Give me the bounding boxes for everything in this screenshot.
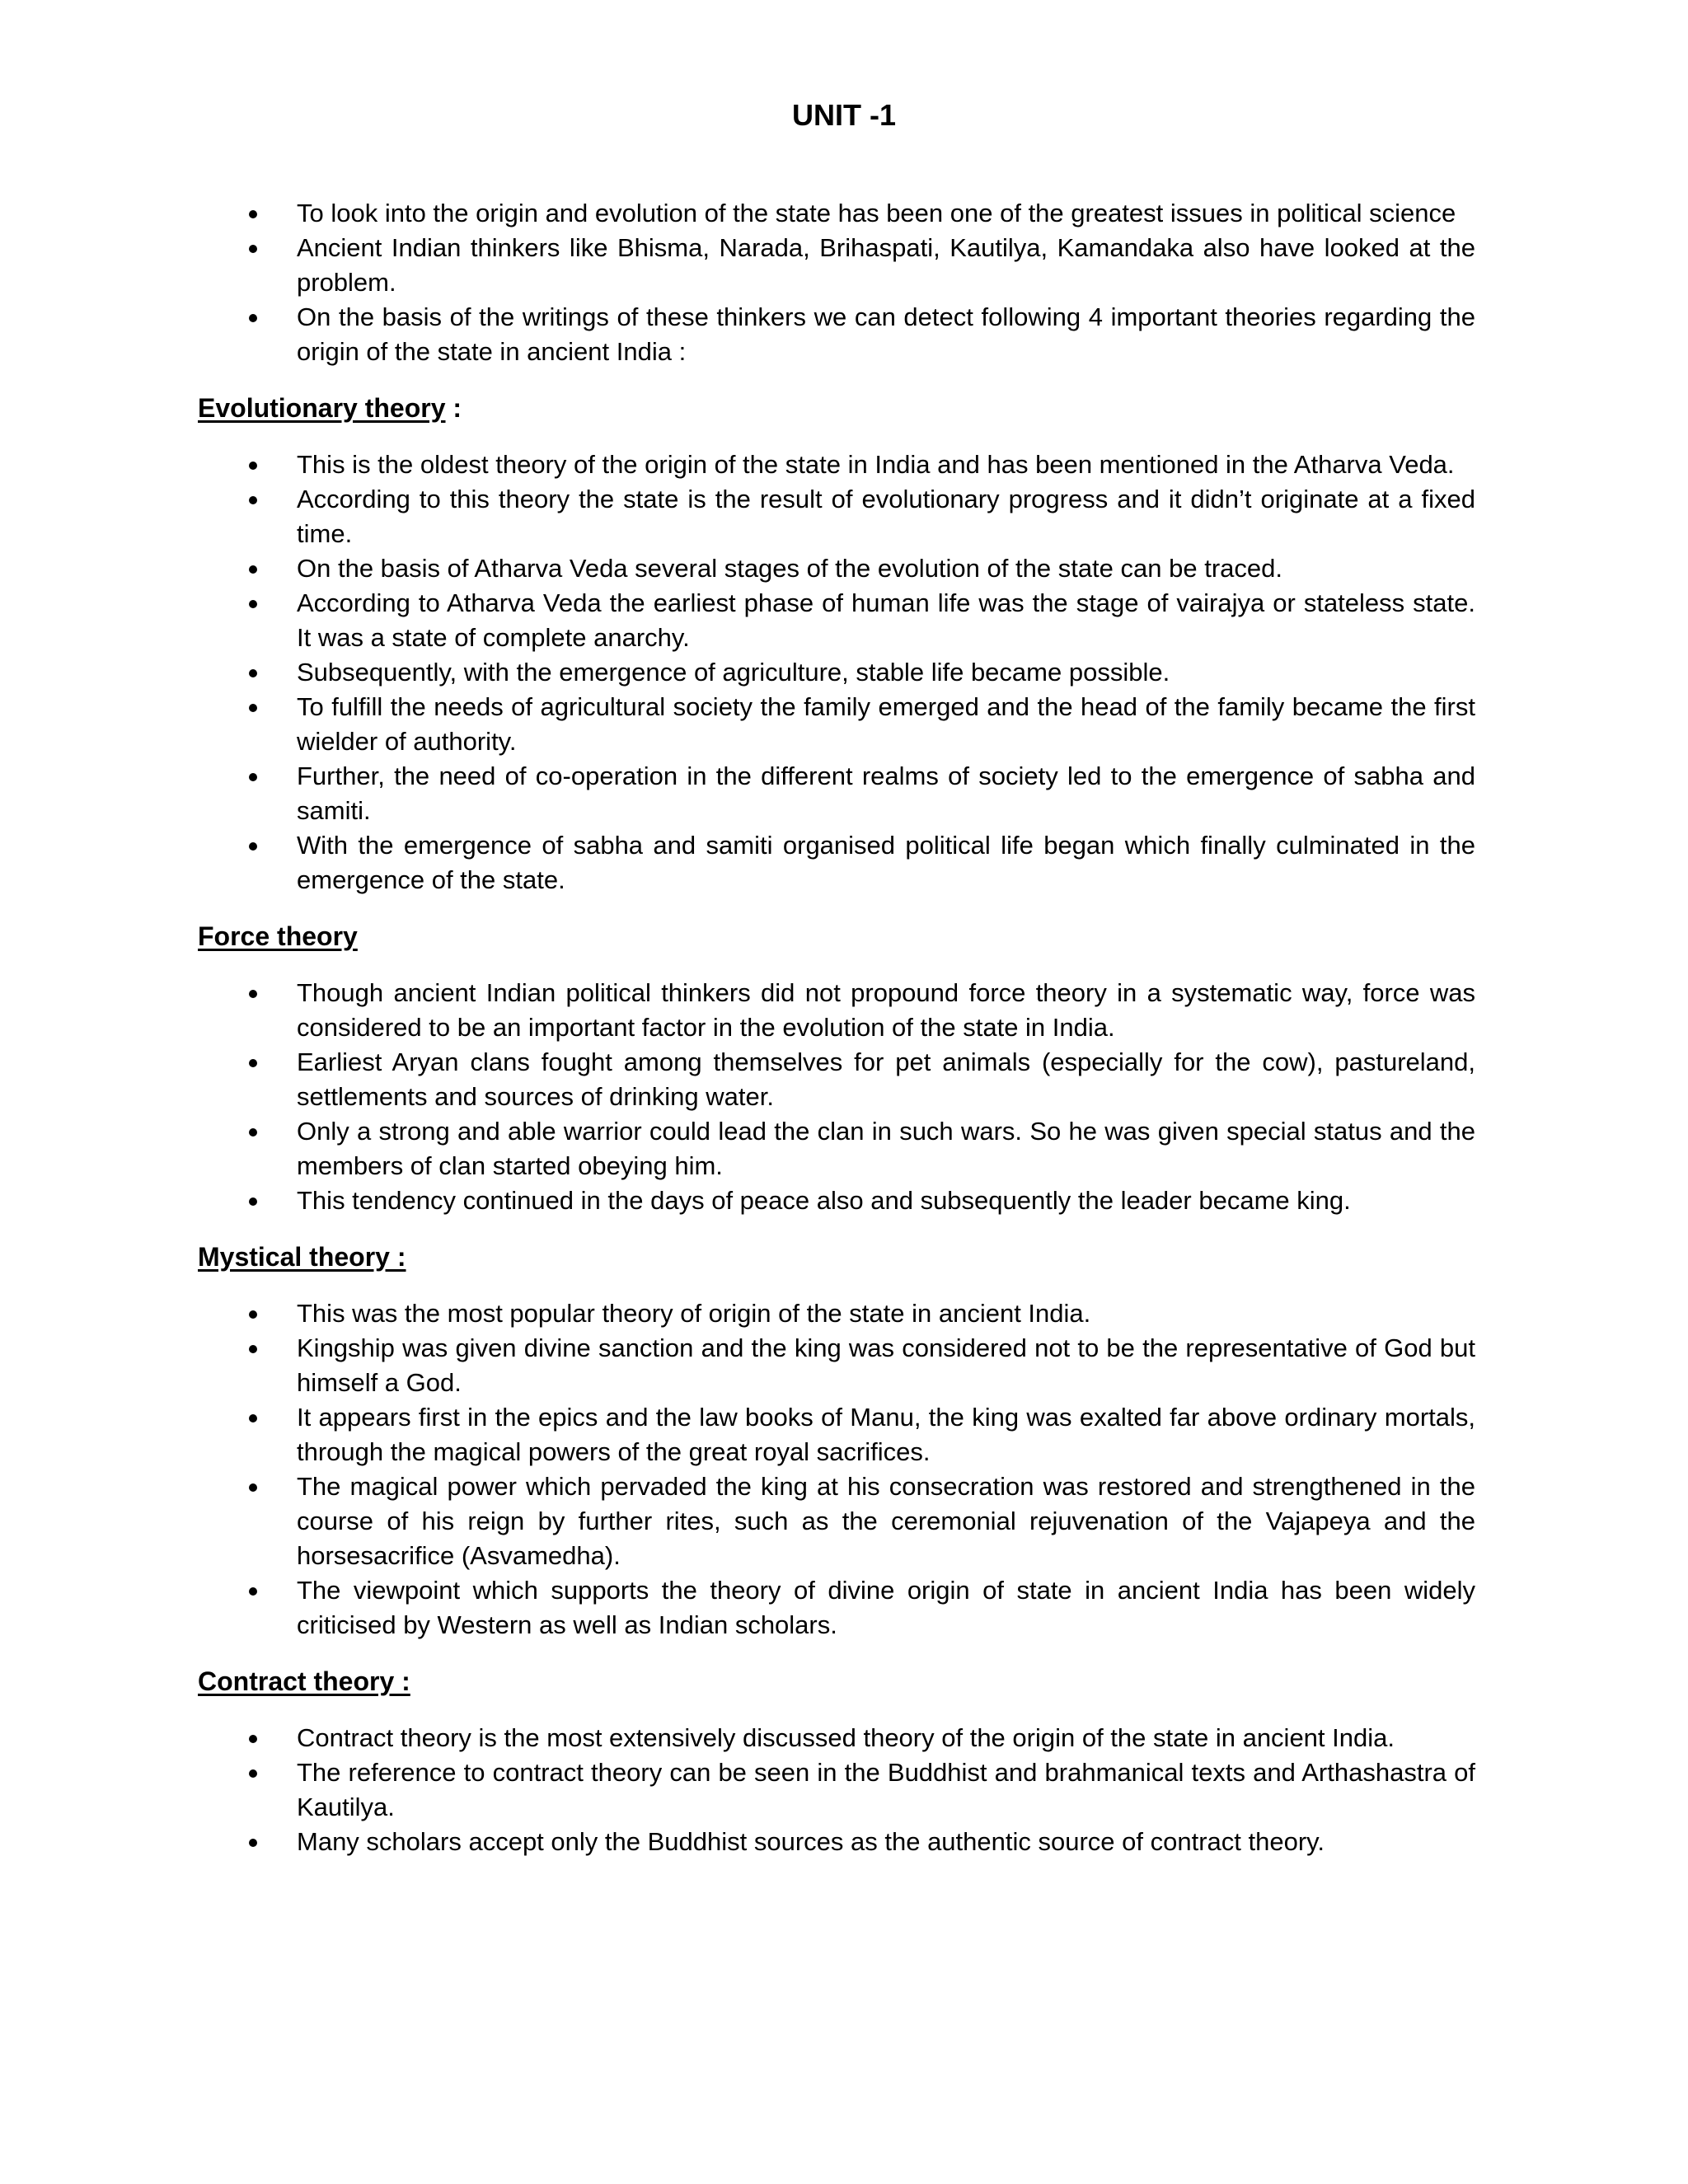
list-item-text: According to Atharva Veda the earliest phase of human life was the stage of vairajya or stateless state. It was a state of complete anarchy. <box>297 588 1475 652</box>
list-item-text: This was the most popular theory of origin of the state in ancient India. <box>297 1299 1091 1328</box>
list-item <box>198 586 1475 655</box>
bullet-icon <box>249 210 257 218</box>
list-item <box>198 1825 1475 1859</box>
section-heading-text: Evolutionary theory <box>198 393 446 423</box>
bullet-icon <box>249 1310 257 1319</box>
list-item <box>198 1296 1475 1331</box>
bullet-icon <box>249 314 257 322</box>
list-item <box>198 231 1475 300</box>
bullet-icon <box>249 245 257 253</box>
contract-list <box>198 1721 1475 1859</box>
bullet-icon <box>249 600 257 608</box>
list-item <box>198 828 1475 898</box>
list-item-text: To look into the origin and evolution of the state has been one of the greatest issues in political science <box>297 199 1456 227</box>
document-body <box>198 196 1475 1859</box>
bullet-icon <box>249 773 257 781</box>
list-item <box>198 1400 1475 1469</box>
list-item <box>198 1045 1475 1114</box>
list-item-text: Ancient Indian thinkers like Bhisma, Narada, Brihaspati, Kautilya, Kamandaka also have looked at the problem. <box>297 233 1475 297</box>
bullet-icon <box>249 842 257 851</box>
list-item <box>198 196 1475 231</box>
list-item <box>198 448 1475 482</box>
bullet-icon <box>249 1735 257 1743</box>
list-item <box>198 1573 1475 1643</box>
list-item <box>198 1469 1475 1573</box>
bullet-icon <box>249 1197 257 1206</box>
bullet-icon <box>249 704 257 712</box>
section-heading-mystical <box>198 1240 1475 1274</box>
list-item-text: The viewpoint which supports the theory of divine origin of state in ancient India has been widely criticised by Western as well as Indian scholars. <box>297 1576 1475 1639</box>
list-item <box>198 482 1475 551</box>
list-item-text: To fulfill the needs of agricultural society the family emerged and the head of the family became the first wielder of authority. <box>297 692 1475 756</box>
list-item <box>198 1183 1475 1218</box>
list-item <box>198 690 1475 759</box>
list-item-text: Only a strong and able warrior could lead the clan in such wars. So he was given special status and the members of clan started obeying him. <box>297 1117 1475 1180</box>
list-item-text: This tendency continued in the days of peace also and subsequently the leader became king. <box>297 1186 1351 1215</box>
list-item <box>198 655 1475 690</box>
section-heading-suffix: : <box>445 393 462 423</box>
bullet-icon <box>249 990 257 998</box>
list-item <box>198 1721 1475 1755</box>
bullet-icon <box>249 496 257 504</box>
list-item <box>198 1114 1475 1183</box>
list-item <box>198 1331 1475 1400</box>
list-item-text: Many scholars accept only the Buddhist sources as the authentic source of contract theory. <box>297 1827 1325 1856</box>
section-heading-text: Mystical theory : <box>198 1242 406 1272</box>
list-item-text: With the emergence of sabha and samiti organised political life began which finally culminated in the emergence of the state. <box>297 831 1475 894</box>
list-item <box>198 976 1475 1045</box>
list-item-text: It appears first in the epics and the law books of Manu, the king was exalted far above ordinary mortals, through the magical powers of the great royal sacrifices. <box>297 1403 1475 1466</box>
list-item-text: On the basis of the writings of these thinkers we can detect following 4 important theories regarding the origin of the state in ancient India : <box>297 302 1475 366</box>
bullet-icon <box>249 1483 257 1492</box>
section-heading-force <box>198 919 1475 954</box>
list-item-text: The reference to contract theory can be seen in the Buddhist and brahmanical texts and Arthashastra of Kautilya. <box>297 1758 1475 1821</box>
bullet-icon <box>249 1345 257 1353</box>
intro-list <box>198 196 1475 369</box>
force-list <box>198 976 1475 1218</box>
bullet-icon <box>249 1587 257 1596</box>
bullet-icon <box>249 1414 257 1422</box>
mystical-list <box>198 1296 1475 1643</box>
list-item-text: Though ancient Indian political thinkers did not propound force theory in a systematic way, force was considered to be an important factor in the evolution of the state in India. <box>297 978 1475 1042</box>
list-item <box>198 759 1475 828</box>
list-item-text: According to this theory the state is the result of evolutionary progress and it didn’t originate at a fixed time. <box>297 485 1475 548</box>
list-item-text: Further, the need of co-operation in the different realms of society led to the emergence of sabha and samiti. <box>297 762 1475 825</box>
list-item <box>198 1755 1475 1825</box>
list-item <box>198 300 1475 369</box>
list-item-text: On the basis of Atharva Veda several stages of the evolution of the state can be traced. <box>297 554 1282 583</box>
bullet-icon <box>249 1059 257 1067</box>
bullet-icon <box>249 1769 257 1778</box>
page-title: UNIT -1 <box>792 98 896 132</box>
list-item-text: Earliest Aryan clans fought among themselves for pet animals (especially for the cow), pastureland, settlements and sources of drinking water. <box>297 1047 1475 1111</box>
list-item-text: Subsequently, with the emergence of agriculture, stable life became possible. <box>297 658 1170 687</box>
list-item-text: The magical power which pervaded the king at his consecration was restored and strengthened in the course of his reign by further rites, such as the ceremonial rejuvenation of the Vajapeya and the horsesacrifice (Asvamedha). <box>297 1472 1475 1570</box>
evolutionary-list <box>198 448 1475 898</box>
list-item-text: Contract theory is the most extensively discussed theory of the origin of the state in ancient India. <box>297 1723 1395 1752</box>
section-heading-text: Force theory <box>198 921 358 951</box>
section-heading-contract <box>198 1664 1475 1699</box>
list-item <box>198 551 1475 586</box>
section-heading-text: Contract theory : <box>198 1666 410 1696</box>
bullet-icon <box>249 462 257 470</box>
bullet-icon <box>249 669 257 677</box>
list-item-text: This is the oldest theory of the origin of the state in India and has been mentioned in the Atharva Veda. <box>297 450 1455 479</box>
list-item-text: Kingship was given divine sanction and the king was considered not to be the representative of God but himself a God. <box>297 1333 1475 1397</box>
section-heading-evolutionary <box>198 391 1475 425</box>
bullet-icon <box>249 1839 257 1847</box>
bullet-icon <box>249 565 257 574</box>
bullet-icon <box>249 1128 257 1137</box>
